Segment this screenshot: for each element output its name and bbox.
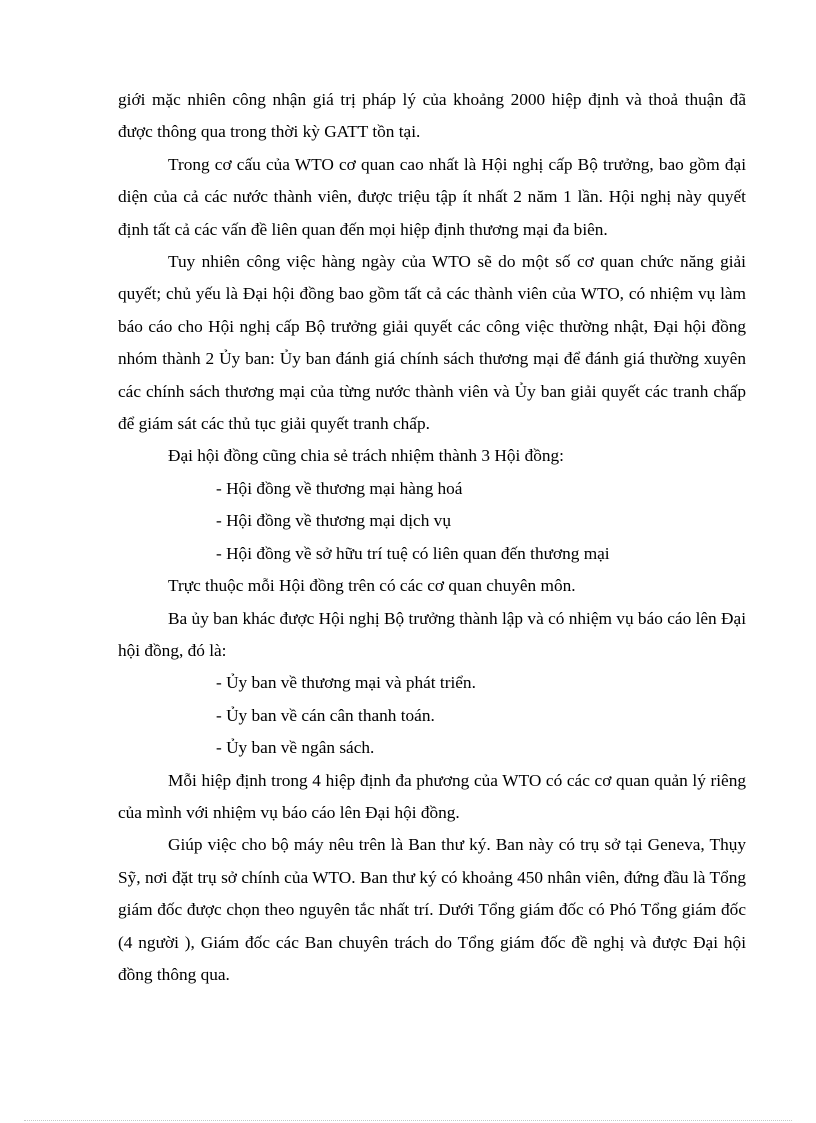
list-item-council-ip: - Hội đồng về sở hữu trí tuệ có liên quan đến thương mại [216,543,610,563]
list-item-council-goods: - Hội đồng về thương mại hàng hoá [216,478,463,498]
paragraph-gatt-continuation: giới mặc nhiên công nhận giá trị pháp lý của khoảng 2000 hiệp định và thoả thuận đã được thông qua trong thời kỳ GATT tồn tại. [118,90,746,142]
list-item-committee-trade-development: - Ủy ban về thương mại và phát triển. [216,673,476,693]
list-item-council-services: - Hội đồng về thương mại dịch vụ [216,511,451,531]
list-item-committee-balance-of-payments: - Ủy ban về cán cân thanh toán. [216,705,435,725]
paragraph-ministerial-conference: Trong cơ cấu của WTO cơ quan cao nhất là Hội nghị cấp Bộ trưởng, bao gồm đại diện của cả các nước thành viên, được triệu tập ít nhất 2 năm 1 lần. Hội nghị này quyết định tất cả các vấn đề liên quan đến mọi hiệp định thương mại đa biên. [118,154,746,239]
paragraph-general-council: Tuy nhiên công việc hàng ngày của WTO sẽ do một số cơ quan chức năng giải quyết; chủ yếu là Đại hội đồng bao gồm tất cả các thành viên của WTO, có nhiệm vụ làm báo cáo cho Hội nghị cấp Bộ trưởng giải quyết các công việc thường nhật, Đại hội đồng nhóm thành 2 Ủy ban: Ủy ban đánh giá chính sách thương mại để đánh giá thường xuyên các chính sách thương mại của từng nước thành viên và Ủy ban giải quyết các tranh chấp để giám sát các thủ tục giải quyết tranh chấp. [118,252,746,434]
paragraph-three-councils-intro: Đại hội đồng cũng chia sẻ trách nhiệm thành 3 Hội đồng: [168,446,564,466]
paragraph-three-committees-intro: Ba ủy ban khác được Hội nghị Bộ trưởng thành lập và có nhiệm vụ báo cáo lên Đại hội đồng, đó là: [118,608,746,660]
paragraph-specialized-bodies: Trực thuộc mỗi Hội đồng trên có các cơ quan chuyên môn. [168,576,576,596]
paragraph-plurilateral-agreements: Mỗi hiệp định trong 4 hiệp định đa phương của WTO có các cơ quan quản lý riêng của mình với nhiệm vụ báo cáo lên Đại hội đồng. [118,770,746,822]
page-bottom-divider [24,1120,792,1121]
document-body [118,84,746,991]
list-item-committee-budget: - Ủy ban về ngân sách. [216,738,375,758]
paragraph-secretariat: Giúp việc cho bộ máy nêu trên là Ban thư ký. Ban này có trụ sở tại Geneva, Thụy Sỹ, nơi đặt trụ sở chính của WTO. Ban thư ký có khoảng 450 nhân viên, đứng đầu là Tổng giám đốc được chọn theo nguyên tắc nhất trí. Dưới Tổng giám đốc có Phó Tổng giám đốc (4 người ), Giám đốc các Ban chuyên trách do Tổng giám đốc đề nghị và được Đại hội đồng thông qua. [118,835,746,984]
